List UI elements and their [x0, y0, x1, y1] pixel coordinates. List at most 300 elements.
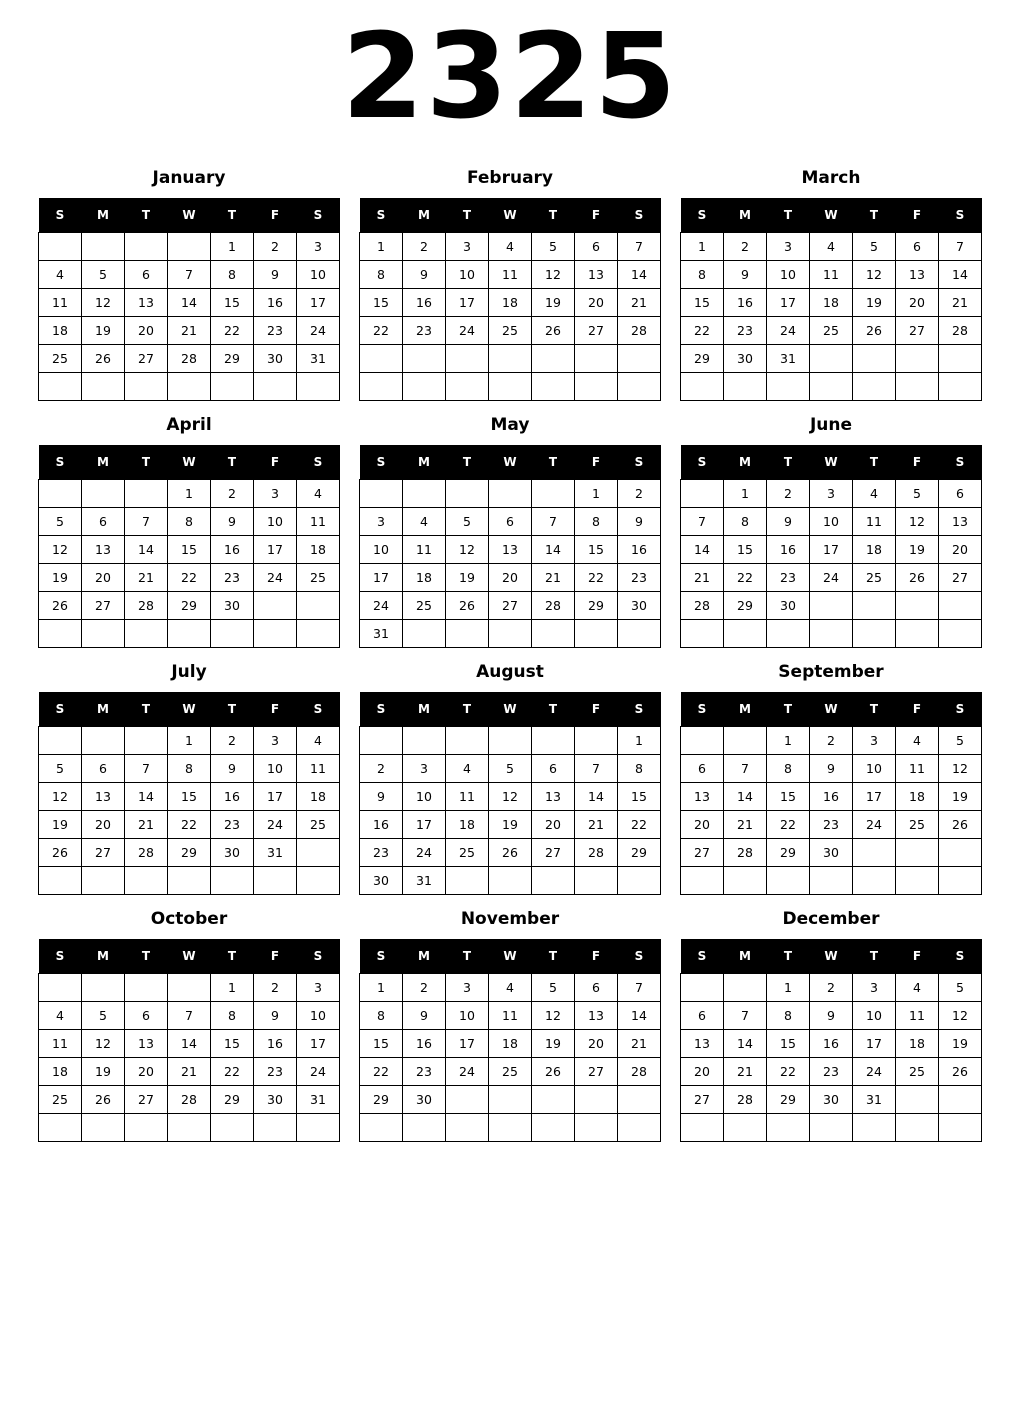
day-cell[interactable]: 30 [810, 839, 853, 867]
day-cell[interactable]: 16 [724, 289, 767, 317]
day-cell[interactable]: 23 [254, 317, 297, 345]
day-cell[interactable]: 7 [681, 508, 724, 536]
day-cell[interactable]: 24 [767, 317, 810, 345]
day-cell[interactable]: 30 [767, 592, 810, 620]
day-cell[interactable]: 23 [211, 564, 254, 592]
day-cell[interactable]: 2 [403, 233, 446, 261]
day-cell[interactable]: 23 [360, 839, 403, 867]
day-cell[interactable]: 27 [532, 839, 575, 867]
day-cell[interactable]: 6 [125, 1002, 168, 1030]
day-cell[interactable]: 14 [618, 1002, 661, 1030]
day-cell[interactable]: 5 [39, 755, 82, 783]
day-cell[interactable]: 1 [360, 974, 403, 1002]
day-cell[interactable]: 6 [575, 974, 618, 1002]
day-cell[interactable]: 10 [297, 261, 340, 289]
day-cell[interactable]: 21 [724, 1058, 767, 1086]
day-cell[interactable]: 11 [39, 1030, 82, 1058]
day-cell[interactable]: 16 [360, 811, 403, 839]
day-cell[interactable]: 1 [575, 480, 618, 508]
day-cell[interactable]: 25 [896, 1058, 939, 1086]
day-cell[interactable]: 8 [618, 755, 661, 783]
day-cell[interactable]: 21 [168, 317, 211, 345]
day-cell[interactable]: 14 [939, 261, 982, 289]
day-cell[interactable]: 12 [39, 536, 82, 564]
day-cell[interactable]: 4 [39, 261, 82, 289]
day-cell[interactable]: 11 [896, 1002, 939, 1030]
day-cell[interactable]: 6 [896, 233, 939, 261]
day-cell[interactable]: 22 [360, 317, 403, 345]
day-cell[interactable]: 17 [767, 289, 810, 317]
day-cell[interactable]: 29 [211, 1086, 254, 1114]
day-cell[interactable]: 11 [403, 536, 446, 564]
day-cell[interactable]: 18 [853, 536, 896, 564]
day-cell[interactable]: 29 [575, 592, 618, 620]
day-cell[interactable]: 1 [618, 727, 661, 755]
day-cell[interactable]: 4 [489, 233, 532, 261]
day-cell[interactable]: 15 [168, 783, 211, 811]
day-cell[interactable]: 23 [254, 1058, 297, 1086]
day-cell[interactable]: 31 [767, 345, 810, 373]
day-cell[interactable]: 12 [532, 261, 575, 289]
day-cell[interactable]: 15 [681, 289, 724, 317]
day-cell[interactable]: 28 [532, 592, 575, 620]
day-cell[interactable]: 27 [681, 1086, 724, 1114]
day-cell[interactable]: 2 [254, 233, 297, 261]
day-cell[interactable]: 9 [360, 783, 403, 811]
day-cell[interactable]: 13 [489, 536, 532, 564]
day-cell[interactable]: 25 [297, 564, 340, 592]
day-cell[interactable]: 7 [724, 755, 767, 783]
day-cell[interactable]: 22 [681, 317, 724, 345]
day-cell[interactable]: 10 [853, 1002, 896, 1030]
day-cell[interactable]: 28 [724, 1086, 767, 1114]
day-cell[interactable]: 15 [575, 536, 618, 564]
day-cell[interactable]: 4 [403, 508, 446, 536]
day-cell[interactable]: 2 [211, 727, 254, 755]
day-cell[interactable]: 23 [767, 564, 810, 592]
day-cell[interactable]: 6 [575, 233, 618, 261]
day-cell[interactable]: 22 [211, 1058, 254, 1086]
day-cell[interactable]: 4 [39, 1002, 82, 1030]
day-cell[interactable]: 31 [360, 620, 403, 648]
day-cell[interactable]: 1 [168, 480, 211, 508]
day-cell[interactable]: 29 [724, 592, 767, 620]
day-cell[interactable]: 24 [297, 1058, 340, 1086]
day-cell[interactable]: 24 [360, 592, 403, 620]
day-cell[interactable]: 17 [297, 1030, 340, 1058]
day-cell[interactable]: 3 [810, 480, 853, 508]
day-cell[interactable]: 11 [489, 261, 532, 289]
day-cell[interactable]: 4 [896, 727, 939, 755]
day-cell[interactable]: 20 [532, 811, 575, 839]
day-cell[interactable]: 28 [125, 839, 168, 867]
day-cell[interactable]: 24 [254, 564, 297, 592]
day-cell[interactable]: 17 [254, 536, 297, 564]
day-cell[interactable]: 3 [446, 233, 489, 261]
day-cell[interactable]: 11 [39, 289, 82, 317]
day-cell[interactable]: 9 [618, 508, 661, 536]
day-cell[interactable]: 13 [575, 1002, 618, 1030]
day-cell[interactable]: 31 [297, 345, 340, 373]
day-cell[interactable]: 8 [360, 1002, 403, 1030]
day-cell[interactable]: 14 [724, 783, 767, 811]
day-cell[interactable]: 12 [939, 755, 982, 783]
day-cell[interactable]: 5 [532, 974, 575, 1002]
day-cell[interactable]: 12 [853, 261, 896, 289]
day-cell[interactable]: 8 [681, 261, 724, 289]
day-cell[interactable]: 21 [125, 564, 168, 592]
day-cell[interactable]: 5 [489, 755, 532, 783]
day-cell[interactable]: 26 [853, 317, 896, 345]
day-cell[interactable]: 27 [82, 592, 125, 620]
day-cell[interactable]: 18 [446, 811, 489, 839]
day-cell[interactable]: 31 [254, 839, 297, 867]
day-cell[interactable]: 14 [618, 261, 661, 289]
day-cell[interactable]: 20 [82, 811, 125, 839]
day-cell[interactable]: 21 [618, 1030, 661, 1058]
day-cell[interactable]: 25 [489, 317, 532, 345]
day-cell[interactable]: 6 [125, 261, 168, 289]
day-cell[interactable]: 15 [360, 289, 403, 317]
day-cell[interactable]: 15 [360, 1030, 403, 1058]
day-cell[interactable]: 2 [254, 974, 297, 1002]
day-cell[interactable]: 6 [82, 508, 125, 536]
day-cell[interactable]: 29 [767, 839, 810, 867]
day-cell[interactable]: 3 [767, 233, 810, 261]
day-cell[interactable]: 15 [211, 289, 254, 317]
day-cell[interactable]: 29 [681, 345, 724, 373]
day-cell[interactable]: 2 [724, 233, 767, 261]
day-cell[interactable]: 10 [297, 1002, 340, 1030]
day-cell[interactable]: 23 [403, 1058, 446, 1086]
day-cell[interactable]: 20 [125, 1058, 168, 1086]
day-cell[interactable]: 23 [810, 811, 853, 839]
day-cell[interactable]: 3 [254, 727, 297, 755]
day-cell[interactable]: 19 [39, 811, 82, 839]
day-cell[interactable]: 28 [168, 345, 211, 373]
day-cell[interactable]: 19 [939, 783, 982, 811]
day-cell[interactable]: 13 [939, 508, 982, 536]
day-cell[interactable]: 20 [489, 564, 532, 592]
day-cell[interactable]: 22 [168, 811, 211, 839]
day-cell[interactable]: 16 [254, 289, 297, 317]
day-cell[interactable]: 27 [939, 564, 982, 592]
day-cell[interactable]: 13 [896, 261, 939, 289]
day-cell[interactable]: 23 [403, 317, 446, 345]
day-cell[interactable]: 9 [254, 1002, 297, 1030]
day-cell[interactable]: 17 [853, 783, 896, 811]
day-cell[interactable]: 6 [681, 755, 724, 783]
day-cell[interactable]: 17 [446, 289, 489, 317]
day-cell[interactable]: 3 [297, 233, 340, 261]
day-cell[interactable]: 6 [532, 755, 575, 783]
day-cell[interactable]: 3 [254, 480, 297, 508]
day-cell[interactable]: 3 [853, 974, 896, 1002]
day-cell[interactable]: 8 [211, 1002, 254, 1030]
day-cell[interactable]: 15 [767, 1030, 810, 1058]
day-cell[interactable]: 26 [896, 564, 939, 592]
day-cell[interactable]: 6 [939, 480, 982, 508]
day-cell[interactable]: 4 [297, 480, 340, 508]
day-cell[interactable]: 20 [681, 1058, 724, 1086]
day-cell[interactable]: 21 [939, 289, 982, 317]
day-cell[interactable]: 6 [82, 755, 125, 783]
day-cell[interactable]: 19 [82, 1058, 125, 1086]
day-cell[interactable]: 1 [767, 727, 810, 755]
day-cell[interactable]: 11 [810, 261, 853, 289]
day-cell[interactable]: 19 [446, 564, 489, 592]
day-cell[interactable]: 25 [446, 839, 489, 867]
day-cell[interactable]: 10 [254, 755, 297, 783]
day-cell[interactable]: 7 [125, 508, 168, 536]
day-cell[interactable]: 22 [168, 564, 211, 592]
day-cell[interactable]: 16 [403, 1030, 446, 1058]
day-cell[interactable]: 16 [810, 1030, 853, 1058]
day-cell[interactable]: 12 [489, 783, 532, 811]
day-cell[interactable]: 26 [39, 839, 82, 867]
day-cell[interactable]: 7 [939, 233, 982, 261]
day-cell[interactable]: 5 [853, 233, 896, 261]
day-cell[interactable]: 14 [724, 1030, 767, 1058]
day-cell[interactable]: 24 [853, 1058, 896, 1086]
day-cell[interactable]: 11 [489, 1002, 532, 1030]
day-cell[interactable]: 20 [125, 317, 168, 345]
day-cell[interactable]: 10 [767, 261, 810, 289]
day-cell[interactable]: 12 [896, 508, 939, 536]
day-cell[interactable]: 1 [211, 974, 254, 1002]
day-cell[interactable]: 13 [681, 1030, 724, 1058]
day-cell[interactable]: 12 [82, 289, 125, 317]
day-cell[interactable]: 31 [403, 867, 446, 895]
day-cell[interactable]: 19 [489, 811, 532, 839]
day-cell[interactable]: 28 [681, 592, 724, 620]
day-cell[interactable]: 7 [168, 261, 211, 289]
day-cell[interactable]: 12 [939, 1002, 982, 1030]
day-cell[interactable]: 29 [168, 592, 211, 620]
day-cell[interactable]: 9 [254, 261, 297, 289]
day-cell[interactable]: 13 [575, 261, 618, 289]
day-cell[interactable]: 8 [724, 508, 767, 536]
day-cell[interactable]: 1 [168, 727, 211, 755]
day-cell[interactable]: 30 [810, 1086, 853, 1114]
day-cell[interactable]: 25 [39, 1086, 82, 1114]
day-cell[interactable]: 3 [297, 974, 340, 1002]
day-cell[interactable]: 3 [853, 727, 896, 755]
day-cell[interactable]: 14 [532, 536, 575, 564]
day-cell[interactable]: 27 [896, 317, 939, 345]
day-cell[interactable]: 22 [575, 564, 618, 592]
day-cell[interactable]: 1 [681, 233, 724, 261]
day-cell[interactable]: 29 [767, 1086, 810, 1114]
day-cell[interactable]: 28 [168, 1086, 211, 1114]
day-cell[interactable]: 23 [211, 811, 254, 839]
day-cell[interactable]: 26 [39, 592, 82, 620]
day-cell[interactable]: 27 [125, 345, 168, 373]
day-cell[interactable]: 16 [254, 1030, 297, 1058]
day-cell[interactable]: 8 [168, 755, 211, 783]
day-cell[interactable]: 7 [618, 974, 661, 1002]
day-cell[interactable]: 21 [125, 811, 168, 839]
day-cell[interactable]: 19 [853, 289, 896, 317]
day-cell[interactable]: 7 [168, 1002, 211, 1030]
day-cell[interactable]: 14 [168, 1030, 211, 1058]
day-cell[interactable]: 30 [254, 345, 297, 373]
day-cell[interactable]: 8 [575, 508, 618, 536]
day-cell[interactable]: 26 [939, 1058, 982, 1086]
day-cell[interactable]: 8 [767, 755, 810, 783]
day-cell[interactable]: 24 [810, 564, 853, 592]
day-cell[interactable]: 27 [681, 839, 724, 867]
day-cell[interactable]: 26 [489, 839, 532, 867]
day-cell[interactable]: 25 [489, 1058, 532, 1086]
day-cell[interactable]: 4 [489, 974, 532, 1002]
day-cell[interactable]: 15 [168, 536, 211, 564]
day-cell[interactable]: 16 [403, 289, 446, 317]
day-cell[interactable]: 18 [297, 536, 340, 564]
day-cell[interactable]: 22 [360, 1058, 403, 1086]
day-cell[interactable]: 21 [532, 564, 575, 592]
day-cell[interactable]: 17 [446, 1030, 489, 1058]
day-cell[interactable]: 30 [403, 1086, 446, 1114]
day-cell[interactable]: 22 [724, 564, 767, 592]
day-cell[interactable]: 5 [446, 508, 489, 536]
day-cell[interactable]: 25 [896, 811, 939, 839]
day-cell[interactable]: 4 [446, 755, 489, 783]
day-cell[interactable]: 4 [896, 974, 939, 1002]
day-cell[interactable]: 14 [681, 536, 724, 564]
day-cell[interactable]: 11 [896, 755, 939, 783]
day-cell[interactable]: 26 [446, 592, 489, 620]
day-cell[interactable]: 31 [853, 1086, 896, 1114]
day-cell[interactable]: 25 [39, 345, 82, 373]
day-cell[interactable]: 30 [360, 867, 403, 895]
day-cell[interactable]: 10 [853, 755, 896, 783]
day-cell[interactable]: 21 [618, 289, 661, 317]
day-cell[interactable]: 5 [82, 261, 125, 289]
day-cell[interactable]: 5 [939, 974, 982, 1002]
day-cell[interactable]: 18 [489, 289, 532, 317]
day-cell[interactable]: 10 [446, 261, 489, 289]
day-cell[interactable]: 12 [446, 536, 489, 564]
day-cell[interactable]: 21 [724, 811, 767, 839]
day-cell[interactable]: 11 [297, 508, 340, 536]
day-cell[interactable]: 17 [810, 536, 853, 564]
day-cell[interactable]: 24 [297, 317, 340, 345]
day-cell[interactable]: 17 [297, 289, 340, 317]
day-cell[interactable]: 27 [575, 317, 618, 345]
day-cell[interactable]: 14 [168, 289, 211, 317]
day-cell[interactable]: 12 [82, 1030, 125, 1058]
day-cell[interactable]: 3 [360, 508, 403, 536]
day-cell[interactable]: 22 [767, 1058, 810, 1086]
day-cell[interactable]: 16 [618, 536, 661, 564]
day-cell[interactable]: 18 [489, 1030, 532, 1058]
day-cell[interactable]: 23 [810, 1058, 853, 1086]
day-cell[interactable]: 23 [618, 564, 661, 592]
day-cell[interactable]: 21 [575, 811, 618, 839]
day-cell[interactable]: 5 [39, 508, 82, 536]
day-cell[interactable]: 18 [403, 564, 446, 592]
day-cell[interactable]: 20 [575, 1030, 618, 1058]
day-cell[interactable]: 25 [403, 592, 446, 620]
day-cell[interactable]: 1 [724, 480, 767, 508]
day-cell[interactable]: 27 [489, 592, 532, 620]
day-cell[interactable]: 7 [532, 508, 575, 536]
day-cell[interactable]: 21 [168, 1058, 211, 1086]
day-cell[interactable]: 17 [853, 1030, 896, 1058]
day-cell[interactable]: 17 [403, 811, 446, 839]
day-cell[interactable]: 26 [82, 345, 125, 373]
day-cell[interactable]: 19 [39, 564, 82, 592]
day-cell[interactable]: 8 [360, 261, 403, 289]
day-cell[interactable]: 9 [403, 1002, 446, 1030]
day-cell[interactable]: 13 [681, 783, 724, 811]
day-cell[interactable]: 27 [82, 839, 125, 867]
day-cell[interactable]: 28 [125, 592, 168, 620]
day-cell[interactable]: 9 [403, 261, 446, 289]
day-cell[interactable]: 12 [532, 1002, 575, 1030]
day-cell[interactable]: 13 [125, 1030, 168, 1058]
day-cell[interactable]: 19 [82, 317, 125, 345]
day-cell[interactable]: 24 [853, 811, 896, 839]
day-cell[interactable]: 7 [575, 755, 618, 783]
day-cell[interactable]: 13 [125, 289, 168, 317]
day-cell[interactable]: 13 [82, 783, 125, 811]
day-cell[interactable]: 6 [489, 508, 532, 536]
day-cell[interactable]: 20 [681, 811, 724, 839]
day-cell[interactable]: 30 [211, 839, 254, 867]
day-cell[interactable]: 13 [82, 536, 125, 564]
day-cell[interactable]: 4 [297, 727, 340, 755]
day-cell[interactable]: 7 [618, 233, 661, 261]
day-cell[interactable]: 25 [853, 564, 896, 592]
day-cell[interactable]: 15 [618, 783, 661, 811]
day-cell[interactable]: 19 [896, 536, 939, 564]
day-cell[interactable]: 29 [168, 839, 211, 867]
day-cell[interactable]: 5 [532, 233, 575, 261]
day-cell[interactable]: 2 [810, 974, 853, 1002]
day-cell[interactable]: 22 [618, 811, 661, 839]
day-cell[interactable]: 9 [810, 755, 853, 783]
day-cell[interactable]: 23 [724, 317, 767, 345]
day-cell[interactable]: 11 [446, 783, 489, 811]
day-cell[interactable]: 24 [446, 1058, 489, 1086]
day-cell[interactable]: 17 [254, 783, 297, 811]
day-cell[interactable]: 22 [767, 811, 810, 839]
day-cell[interactable]: 5 [82, 1002, 125, 1030]
day-cell[interactable]: 20 [939, 536, 982, 564]
day-cell[interactable]: 1 [360, 233, 403, 261]
day-cell[interactable]: 18 [810, 289, 853, 317]
day-cell[interactable]: 28 [939, 317, 982, 345]
day-cell[interactable]: 6 [681, 1002, 724, 1030]
day-cell[interactable]: 28 [618, 317, 661, 345]
day-cell[interactable]: 25 [297, 811, 340, 839]
day-cell[interactable]: 24 [446, 317, 489, 345]
day-cell[interactable]: 1 [767, 974, 810, 1002]
day-cell[interactable]: 2 [403, 974, 446, 1002]
day-cell[interactable]: 16 [810, 783, 853, 811]
day-cell[interactable]: 1 [211, 233, 254, 261]
day-cell[interactable]: 12 [39, 783, 82, 811]
day-cell[interactable]: 10 [403, 783, 446, 811]
day-cell[interactable]: 3 [403, 755, 446, 783]
day-cell[interactable]: 28 [575, 839, 618, 867]
day-cell[interactable]: 11 [853, 508, 896, 536]
day-cell[interactable]: 30 [618, 592, 661, 620]
day-cell[interactable]: 5 [896, 480, 939, 508]
day-cell[interactable]: 2 [211, 480, 254, 508]
